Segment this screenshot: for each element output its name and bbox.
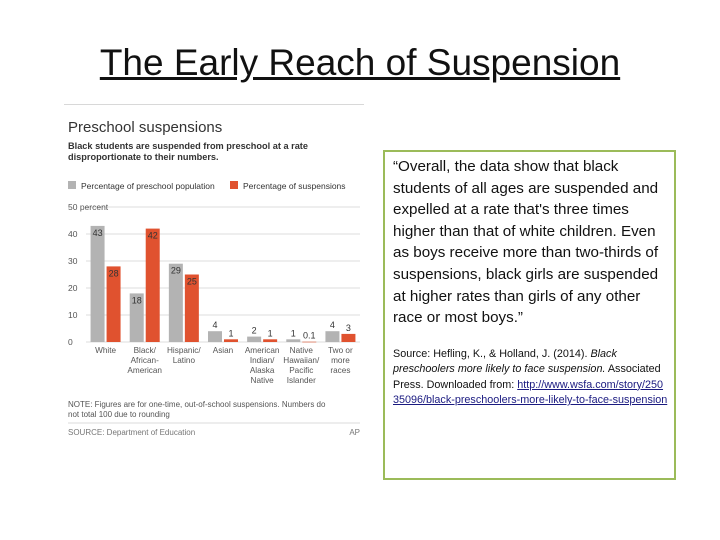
data-label: 3 <box>345 322 351 333</box>
data-label: 4 <box>329 320 335 331</box>
x-tick-label: Black/ <box>133 346 156 355</box>
y-tick-label: 20 <box>68 283 78 293</box>
y-tick-label: 10 <box>68 310 78 320</box>
chart-subtitle: disproportionate to their numbers. <box>68 152 219 162</box>
chart-note: NOTE: Figures are for one-time, out-of-school suspensions. Numbers do <box>68 400 326 409</box>
data-label: 42 <box>147 230 158 241</box>
x-tick-label: Latino <box>172 356 196 365</box>
bar <box>302 342 316 343</box>
quote-box <box>383 150 676 480</box>
y-tick-label-top: 50 percent <box>68 202 109 212</box>
source-title: Black preschoolers more likely to face suspension. <box>393 347 617 376</box>
legend-label: Percentage of suspensions <box>243 181 346 191</box>
bar <box>146 229 160 342</box>
legend-label: Percentage of preschool population <box>81 181 215 191</box>
quote-text: “Overall, the data show that black students of all ages are suspended and expelled at a rate that's three times higher than that of white children. Even as boys receive more than two-thirds of suspensions, black girls are suspended at higher rates than girls of any other race or most boys.” <box>393 158 659 327</box>
chart-panel <box>64 104 364 441</box>
source-prefix: Source: Hefling, K., & Holland, J. (2014). <box>393 347 588 360</box>
x-tick-label: American <box>127 366 163 375</box>
x-tick-label: Hawaiian/ <box>283 356 320 365</box>
x-tick-label: American <box>244 346 280 355</box>
bar <box>263 339 277 342</box>
legend-swatch <box>230 181 238 189</box>
chart-title: Preschool suspensions <box>68 119 223 136</box>
x-tick-label: Native <box>289 346 313 355</box>
data-label: 1 <box>290 328 296 339</box>
chart-source: SOURCE: Department of Education <box>68 428 196 437</box>
bar <box>286 339 300 342</box>
data-label: 0.1 <box>303 330 316 341</box>
y-tick-label: 40 <box>68 229 78 239</box>
x-tick-label: Two or <box>328 346 353 355</box>
chart-credit: AP <box>349 428 360 437</box>
bar <box>224 339 238 342</box>
bar <box>208 331 222 342</box>
data-label: 18 <box>131 295 142 306</box>
bar <box>247 337 261 342</box>
data-label: 43 <box>92 227 103 238</box>
data-label: 25 <box>186 276 197 287</box>
legend-swatch <box>68 181 76 189</box>
x-tick-label: more <box>331 356 350 365</box>
bar <box>341 334 355 342</box>
data-label: 1 <box>267 328 273 339</box>
y-tick-label: 30 <box>68 256 78 266</box>
data-label: 2 <box>251 325 257 336</box>
x-tick-label: Pacific <box>289 366 314 375</box>
x-tick-label: Asian <box>212 346 234 355</box>
data-label: 29 <box>170 265 181 276</box>
x-tick-label: Islander <box>286 376 316 385</box>
bar <box>91 226 105 342</box>
data-label: 1 <box>228 328 234 339</box>
x-tick-label: Hispanic/ <box>167 346 201 355</box>
x-tick-label: Alaska <box>249 366 275 375</box>
data-label: 28 <box>108 268 119 279</box>
y-tick-label: 0 <box>68 337 73 347</box>
x-tick-label: Native <box>250 376 274 385</box>
x-tick-label: White <box>95 346 117 355</box>
chart-subtitle: Black students are suspended from preschool at a rate <box>68 141 308 151</box>
source-link[interactable]: http://www.wsfa.com/story/25035096/black-preschoolers-more-likely-to-face-suspension <box>393 378 668 406</box>
slide-title: The Early Reach of Suspension <box>99 42 621 83</box>
x-tick-label: races <box>330 366 351 375</box>
bar <box>325 331 339 342</box>
data-label: 4 <box>212 320 218 331</box>
source-citation <box>393 347 668 409</box>
source-publisher: Associated Press. Downloaded from: <box>393 363 661 391</box>
x-tick-label: Indian/ <box>249 356 275 365</box>
chart-note: not total 100 due to rounding <box>68 410 170 419</box>
bar-chart <box>64 105 364 441</box>
x-tick-label: African- <box>130 356 159 365</box>
